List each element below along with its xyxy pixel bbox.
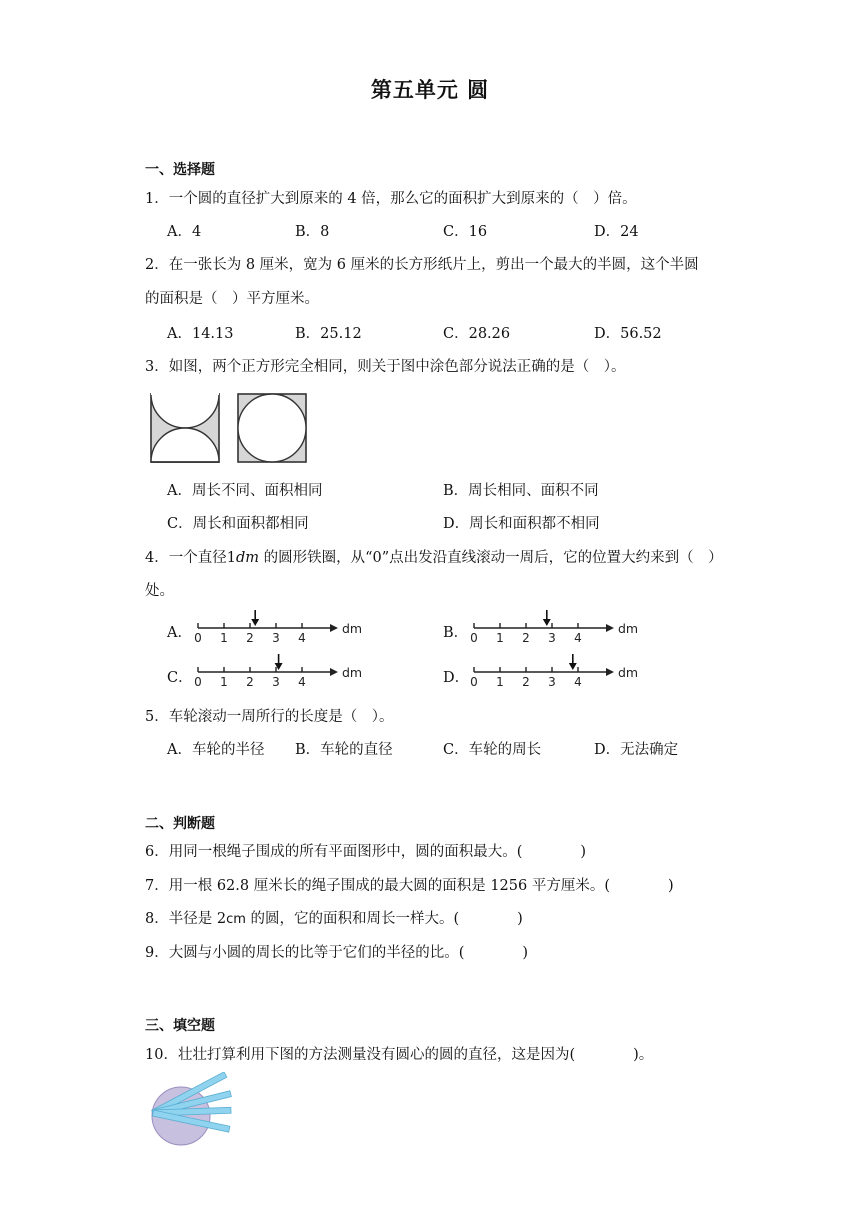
number-line-arrowhead (330, 624, 338, 632)
question-9-text: 9．大圆与小圆的周长的比等于它们的半径的比。( ) (145, 945, 529, 961)
question-6-text: 6．用同一根绳子围成的所有平面图形中，圆的面积最大。( ) (145, 844, 587, 860)
q3-squares-figure (148, 392, 313, 466)
q10-circle-rulers-figure (145, 1072, 245, 1148)
question-2-text-line2: 的面积是（ ）平方厘米。 (145, 291, 319, 307)
number-line-tick-label: 4 (298, 631, 306, 645)
q4-number-line-c (190, 652, 370, 692)
q5-option-c: C．车轮的周长 (443, 742, 542, 758)
question-5-text: 5．车轮滚动一周所行的长度是（ ）。 (145, 709, 394, 725)
q1-option-b: B．8 (295, 224, 330, 240)
q1-option-c: C．16 (443, 224, 488, 240)
number-line-tick-label: 4 (574, 631, 582, 645)
question-7-text: 7．用一根 62.8 厘米长的绳子围成的最大圆的面积是 1256 平方厘米。( ) (145, 878, 674, 894)
question-1-text: 1．一个圆的直径扩大到原来的 4 倍，那么它的面积扩大到原来的（ ）倍。 (145, 191, 637, 207)
q5-option-b: B．车轮的直径 (295, 742, 393, 758)
number-line-tick-label: 0 (470, 675, 478, 689)
q4-number-line-d (466, 652, 646, 692)
q4-option-b: B． (443, 625, 469, 641)
number-line-unit: dm (342, 665, 363, 680)
q4-number-line-a (190, 608, 370, 648)
number-line-arrowhead (330, 668, 338, 676)
section-heading-fill: 三、填空题 (145, 1018, 215, 1034)
question-4-text-line1: 4．一个直径1dm 的圆形铁圈，从“0”点出发沿直线滚动一周后，它的位置大约来到（ ） (145, 550, 723, 566)
number-line-tick-label: 0 (470, 631, 478, 645)
section-heading-judgement: 二、判断题 (145, 816, 215, 832)
question-2-text-line1: 2．在一张长为 8 厘米，宽为 6 厘米的长方形纸片上，剪出一个最大的半圆，这个半圆 (145, 257, 699, 273)
number-line-arrowhead (606, 624, 614, 632)
q4-number-line-b (466, 608, 646, 648)
number-line-tick-label: 1 (496, 631, 504, 645)
page-title: 第五单元 圆 (370, 78, 490, 102)
number-line-unit: dm (342, 621, 363, 636)
number-line-tick-label: 3 (272, 631, 280, 645)
number-line-marker-arrowhead (569, 663, 577, 670)
number-line-tick-label: 2 (522, 631, 530, 645)
number-line-tick-label: 0 (194, 675, 202, 689)
q3-option-c: C．周长和面积都相同 (167, 516, 309, 532)
right-square-figure (238, 394, 306, 462)
number-line-arrowhead (606, 668, 614, 676)
number-line-tick-label: 2 (246, 675, 254, 689)
q1-option-a: A．4 (167, 224, 202, 240)
q3-option-b: B．周长相同、面积不同 (443, 483, 599, 499)
q5-option-a: A．车轮的半径 (167, 742, 265, 758)
number-line-tick-label: 4 (298, 675, 306, 689)
number-line-tick-label: 1 (220, 631, 228, 645)
number-line-tick-label: 2 (522, 675, 530, 689)
number-line-tick-label: 1 (220, 675, 228, 689)
question-4-text-line2: 处。 (145, 583, 174, 599)
q3-option-d: D．周长和面积都不相同 (443, 516, 600, 532)
q3-option-a: A．周长不同、面积相同 (167, 483, 323, 499)
number-line-marker-arrowhead (543, 619, 551, 626)
q4-option-c: C． (167, 670, 193, 686)
number-line-tick-label: 3 (548, 631, 556, 645)
question-3-text: 3．如图，两个正方形完全相同，则关于图中涂色部分说法正确的是（ ）。 (145, 359, 626, 375)
q5-option-d: D．无法确定 (594, 742, 679, 758)
question-8-text: 8．半径是 2cm 的圆，它的面积和周长一样大。( ) (145, 911, 523, 927)
question-10-text: 10．壮壮打算利用下图的方法测量没有圆心的圆的直径，这是因为( )。 (145, 1047, 654, 1063)
q2-option-b: B．25.12 (295, 326, 362, 342)
number-line-tick-label: 3 (548, 675, 556, 689)
q4-option-a: A． (167, 625, 192, 641)
q4-option-d: D． (443, 670, 470, 686)
number-line-tick-label: 3 (272, 675, 280, 689)
number-line-unit: dm (618, 665, 639, 680)
number-line-marker-arrowhead (251, 619, 259, 626)
q2-option-a: A．14.13 (167, 326, 234, 342)
number-line-unit: dm (618, 621, 639, 636)
number-line-tick-label: 2 (246, 631, 254, 645)
left-square-figure (151, 394, 219, 462)
number-line-tick-label: 0 (194, 631, 202, 645)
q2-option-d: D．56.52 (594, 326, 662, 342)
section-heading-choice: 一、选择题 (145, 162, 215, 178)
q1-option-d: D．24 (594, 224, 639, 240)
number-line-tick-label: 4 (574, 675, 582, 689)
q2-option-c: C．28.26 (443, 326, 511, 342)
number-line-tick-label: 1 (496, 675, 504, 689)
